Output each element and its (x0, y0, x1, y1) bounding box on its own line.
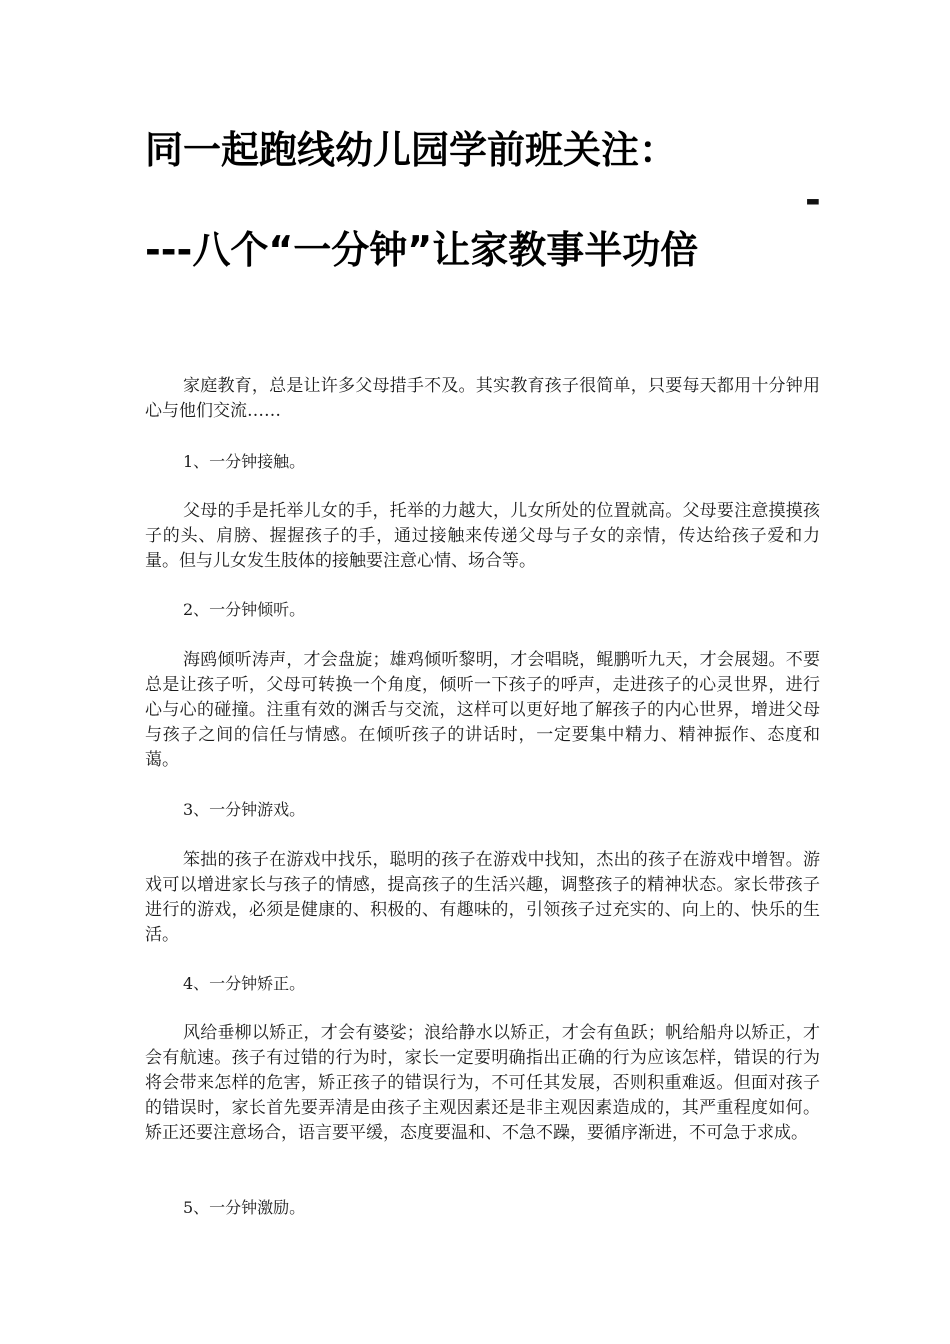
section-paragraph-4: 风给垂柳以矫正，才会有婆娑；浪给静水以矫正，才会有鱼跃；帆给船舟以矫正，才会有航速。孩子有过错的行为时，家长一定要明确指出正确的行为应该怎样，错误的行为将会带来怎样的危害，矫正孩子的错误行为，不可任其发展，否则积重难返。但面对孩子的错误时，家长首先要弄清是由孩子主观因素还是非主观因素造成的，其严重程度如何。矫正还要注意场合，语言要平缓，态度要温和、不急不躁，要循序渐进，不可急于求成。 (145, 1023, 820, 1143)
intro-paragraph: 家庭教育，总是让许多父母措手不及。其实教育孩子很简单，只要每天都用十分钟用心与他们交流…… (145, 376, 820, 421)
document-title-dash: - (805, 178, 821, 222)
section-paragraph-1: 父母的手是托举儿女的手，托举的力越大，儿女所处的位置就高。父母要注意摸摸孩子的头、肩膀、握握孩子的手，通过接触来传递父母与子女的亲情，传达给孩子爱和力量。但与儿女发生肢体的接触要注意心情、场合等。 (145, 501, 820, 571)
document-title-line-2: ---八个“一分钟”让家教事半功倍 (145, 228, 699, 272)
section-paragraph-2: 海鸥倾听涛声，才会盘旋；雄鸡倾听黎明，才会唱晓，鲲鹏听九天，才会展翅。不要总是让孩子听，父母可转换一个角度，倾听一下孩子的呼声，走进孩子的心灵世界，进行心与心的碰撞。注重有效的渊舌与交流，这样可以更好地了解孩子的内心世界，增进父母与孩子之间的信任与情感。在倾听孩子的讲话时，一定要集中精力、精神振作、态度和蔼。 (145, 650, 820, 770)
document-title-line-1: 同一起跑线幼儿园学前班关注： (145, 128, 678, 172)
section-paragraph-3: 笨拙的孩子在游戏中找乐，聪明的孩子在游戏中找知，杰出的孩子在游戏中增智。游戏可以增进家长与孩子的情感，提高孩子的生活兴趣，调整孩子的精神状态。家长带孩子进行的游戏，必须是健康的、积极的、有趣味的，引领孩子过充实的、向上的、快乐的生活。 (145, 850, 820, 945)
section-heading-4: 4、一分钟矫正。 (183, 974, 306, 993)
section-heading-2: 2、一分钟倾听。 (183, 600, 306, 619)
section-heading-5: 5、一分钟激励。 (183, 1198, 306, 1217)
section-heading-3: 3、一分钟游戏。 (183, 800, 306, 819)
section-heading-1: 1、一分钟接触。 (183, 452, 306, 471)
